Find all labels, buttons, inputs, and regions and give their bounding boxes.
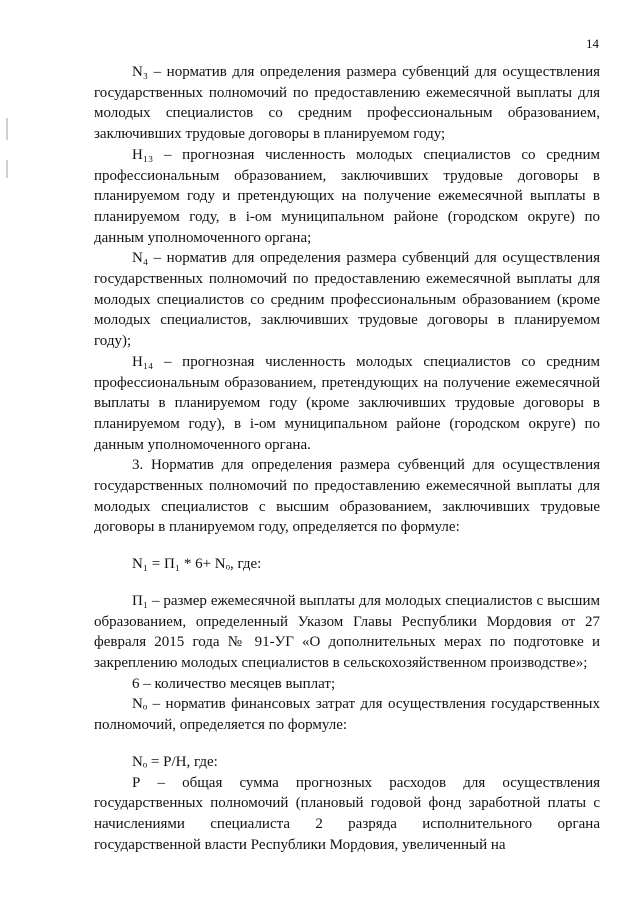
- document-body: [94, 62, 600, 855]
- paragraph-p1: П₁ – размер ежемесячной выплаты для молодых специалистов с высшим образованием, определенный Указом Главы Республики Мордовия от 27 февраля 2015 года № 91-УГ «О дополнительных мерах по подготовке и закреплению молодых специалистов в сельскохозяйственном производстве»;: [94, 592, 600, 671]
- formula-no: Nₒ = Р/Н, где:: [132, 753, 218, 770]
- formula-n1: N₁ = П₁ * 6+ Nₒ, где:: [132, 556, 262, 573]
- margin-mark: [6, 160, 8, 178]
- paragraph-months: 6 – количество месяцев выплат;: [132, 675, 336, 692]
- margin-mark: [6, 118, 8, 140]
- paragraph-n4: N₄ – норматив для определения размера субвенций для осуществления государственных полномочий по предоставлению ежемесячной выплаты для молодых специалистов со средним профессиональным образованием (кроме молодых специалистов, заключивших трудовые договоры в планируемом году);: [94, 250, 600, 350]
- paragraph-no: Nₒ – норматив финансовых затрат для осуществления государственных полномочий, определяется по формуле:: [94, 696, 600, 734]
- paragraph-p: Р – общая сумма прогнозных расходов для осуществления государственных полномочий (плановый годовой фонд заработной платы с начислениями специалиста 2 разряда исполнительного органа государственной власти Республики Мордовия, увеличенный на: [94, 774, 600, 853]
- paragraph-section-3: 3. Норматив для определения размера субвенций для осуществления государственных полномочий по предоставлению ежемесячной выплаты для молодых специалистов с высшим образованием, заключивших трудовые договоры в планируемом году, определяется по формуле:: [94, 457, 600, 536]
- page-number: 14: [586, 36, 599, 51]
- paragraph-n3: N₃ – норматив для определения размера субвенций для осуществления государственных полномочий по предоставлению ежемесячной выплаты для молодых специалистов со средним профессиональным образованием, заключивших трудовые договоры в планируемом году;: [94, 64, 600, 143]
- paragraph-h14: Н₁₄ – прогнозная численность молодых специалистов со средним профессиональным образованием, претендующих на получение ежемесячной выплаты в планируемом году (кроме заключивших трудовые договоры в планируемом году), в i-ом муниципальном районе (городском округе) по данным уполномоченного органа.: [94, 353, 600, 453]
- paragraph-h13: Н₁₃ – прогнозная численность молодых специалистов со средним профессиональным образованием, заключивших трудовые договоры в планируемом году и претендующих на получение ежемесячной выплаты в планируемом году, в i-ом муниципальном районе (городском округе) по данным уполномоченного органа;: [94, 146, 600, 246]
